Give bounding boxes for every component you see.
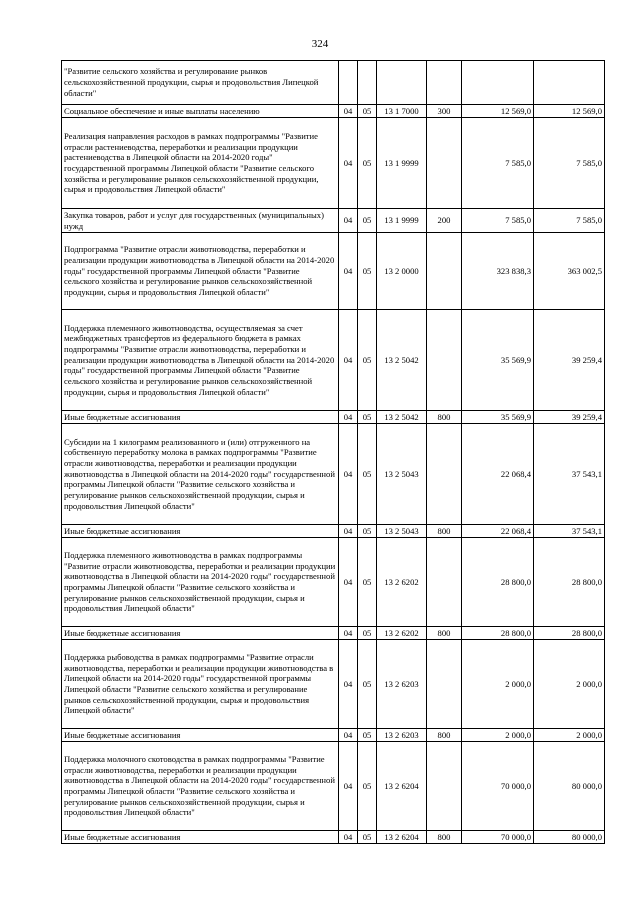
row-subsection: 05 bbox=[358, 729, 377, 742]
row-target bbox=[377, 61, 427, 105]
row-subsection: 05 bbox=[358, 424, 377, 525]
row-sum-2016: 28 800,0 bbox=[534, 627, 605, 640]
row-vid: 800 bbox=[427, 831, 462, 844]
row-sum-2015 bbox=[462, 61, 534, 105]
row-sum-2015: 22 068,4 bbox=[462, 525, 534, 538]
row-sum-2016: 39 259,4 bbox=[534, 310, 605, 411]
row-section: 04 bbox=[339, 729, 358, 742]
row-target: 13 2 0000 bbox=[377, 233, 427, 310]
row-target: 13 1 7000 bbox=[377, 105, 427, 118]
row-vid bbox=[427, 640, 462, 729]
table-row bbox=[62, 105, 605, 118]
row-section: 04 bbox=[339, 640, 358, 729]
row-sum-2015: 7 585,0 bbox=[462, 209, 534, 233]
row-vid bbox=[427, 61, 462, 105]
row-subsection bbox=[358, 61, 377, 105]
row-subsection: 05 bbox=[358, 627, 377, 640]
table-row bbox=[62, 61, 605, 105]
row-sum-2015: 2 000,0 bbox=[462, 729, 534, 742]
row-name: Подпрограмма "Развитие отрасли животноводства, переработки и реализации продукции животноводства в Липецкой области на 2014-2020 годы" государственной программы Липецкой области "Развитие сельского хозяйства и регулирование рынков сельскохозяйственной продукции, сырья и продовольствия Липецкой области" bbox=[62, 233, 339, 310]
row-sum-2015: 28 800,0 bbox=[462, 627, 534, 640]
row-section: 04 bbox=[339, 538, 358, 627]
row-sum-2015: 70 000,0 bbox=[462, 742, 534, 831]
row-target: 13 2 5042 bbox=[377, 411, 427, 424]
row-sum-2015: 12 569,0 bbox=[462, 105, 534, 118]
row-section: 04 bbox=[339, 209, 358, 233]
table-row bbox=[62, 538, 605, 627]
row-sum-2016: 28 800,0 bbox=[534, 538, 605, 627]
row-target: 13 2 6202 bbox=[377, 627, 427, 640]
row-target: 13 2 6204 bbox=[377, 831, 427, 844]
row-subsection: 05 bbox=[358, 831, 377, 844]
row-name: Социальное обеспечение и иные выплаты населению bbox=[62, 105, 339, 118]
row-section: 04 bbox=[339, 424, 358, 525]
row-sum-2015: 28 800,0 bbox=[462, 538, 534, 627]
row-sum-2015: 22 068,4 bbox=[462, 424, 534, 525]
row-target: 13 2 6203 bbox=[377, 729, 427, 742]
table-row bbox=[62, 640, 605, 729]
row-vid: 800 bbox=[427, 627, 462, 640]
row-sum-2016: 7 585,0 bbox=[534, 118, 605, 209]
table-row bbox=[62, 627, 605, 640]
table-row bbox=[62, 310, 605, 411]
row-target: 13 1 9999 bbox=[377, 209, 427, 233]
row-sum-2015: 2 000,0 bbox=[462, 640, 534, 729]
row-vid bbox=[427, 310, 462, 411]
page-number: 324 bbox=[311, 38, 329, 50]
row-target: 13 1 9999 bbox=[377, 118, 427, 209]
row-section: 04 bbox=[339, 525, 358, 538]
row-name: Поддержка племенного животноводства в рамках подпрограммы "Развитие отрасли животноводства, переработки и реализации продукции животноводства в Липецкой области на 2014-2020 годы" государственной программы Липецкой области "Развитие сельского хозяйства и регулирование рынков сельскохозяйственной продукции, сырья и продовольствия Липецкой области" bbox=[62, 538, 339, 627]
row-vid bbox=[427, 424, 462, 525]
table-row bbox=[62, 742, 605, 831]
row-name: Иные бюджетные ассигнования bbox=[62, 525, 339, 538]
row-subsection: 05 bbox=[358, 310, 377, 411]
row-section: 04 bbox=[339, 118, 358, 209]
row-name: Поддержка племенного животноводства, осуществляемая за счет межбюджетных трансфертов из федерального бюджета в рамках подпрограммы "Развитие отрасли животноводства, переработки и реализации продукции животноводства в Липецкой области на 2014-2020 годы" государственной программы Липецкой области "Развитие сельского хозяйства и регулирование рынков сельскохозяйственной продукции, сырья и продовольствия Липецкой области" bbox=[62, 310, 339, 411]
row-subsection: 05 bbox=[358, 640, 377, 729]
row-name: Поддержка рыбоводства в рамках подпрограммы "Развитие отрасли животноводства, переработки и реализации продукции животноводства в Липецкой области на 2014-2020 годы" государственной программы Липецкой области "Развитие сельского хозяйства и регулирование рынков сельскохозяйственной продукции, сырья и продовольствия Липецкой области" bbox=[62, 640, 339, 729]
row-section: 04 bbox=[339, 627, 358, 640]
row-subsection: 05 bbox=[358, 118, 377, 209]
row-name: Поддержка молочного скотоводства в рамках подпрограммы "Развитие отрасли животноводства, переработки и реализации продукции животноводства в Липецкой области на 2014-2020 годы" государственной программы Липецкой области "Развитие сельского хозяйства и регулирование рынков сельскохозяйственной продукции, сырья и продовольствия Липецкой области" bbox=[62, 742, 339, 831]
row-name: Субсидии на 1 килограмм реализованного и (или) отгруженного на собственную переработку молока в рамках подпрограммы "Развитие отрасли животноводства, переработки и реализации продукции животноводства в Липецкой области на 2014-2020 годы" государственной программы Липецкой области "Развитие сельского хозяйства и регулирование рынков сельскохозяйственной продукции, сырья и продовольствия Липецкой области" bbox=[62, 424, 339, 525]
row-section: 04 bbox=[339, 831, 358, 844]
table-row bbox=[62, 233, 605, 310]
table-row bbox=[62, 118, 605, 209]
row-subsection: 05 bbox=[358, 538, 377, 627]
row-section: 04 bbox=[339, 310, 358, 411]
row-target: 13 2 6203 bbox=[377, 640, 427, 729]
row-sum-2016: 80 000,0 bbox=[534, 831, 605, 844]
table-row bbox=[62, 209, 605, 233]
row-sum-2016: 7 585,0 bbox=[534, 209, 605, 233]
row-name: Иные бюджетные ассигнования bbox=[62, 831, 339, 844]
row-target: 13 2 6202 bbox=[377, 538, 427, 627]
row-subsection: 05 bbox=[358, 742, 377, 831]
row-vid bbox=[427, 742, 462, 831]
row-vid: 300 bbox=[427, 105, 462, 118]
row-sum-2016: 39 259,4 bbox=[534, 411, 605, 424]
row-subsection: 05 bbox=[358, 209, 377, 233]
row-vid bbox=[427, 118, 462, 209]
row-sum-2015: 323 838,3 bbox=[462, 233, 534, 310]
row-subsection: 05 bbox=[358, 233, 377, 310]
row-name: Реализация направления расходов в рамках подпрограммы "Развитие отрасли растениеводства, переработки и реализации продукции растениеводства в Липецкой области на 2014-2020 годы" государственной программы Липецкой области "Развитие сельского хозяйства и регулирование рынков сельскохозяйственной продукции, сырья и продовольствия Липецкой области" bbox=[62, 118, 339, 209]
table-row bbox=[62, 525, 605, 538]
row-vid: 800 bbox=[427, 729, 462, 742]
row-sum-2016 bbox=[534, 61, 605, 105]
table-row bbox=[62, 729, 605, 742]
row-section bbox=[339, 61, 358, 105]
row-vid bbox=[427, 233, 462, 310]
row-sum-2016: 80 000,0 bbox=[534, 742, 605, 831]
row-name: Иные бюджетные ассигнования bbox=[62, 729, 339, 742]
row-target: 13 2 5043 bbox=[377, 424, 427, 525]
row-name: Иные бюджетные ассигнования bbox=[62, 411, 339, 424]
row-name: Закупка товаров, работ и услуг для государственных (муниципальных) нужд bbox=[62, 209, 339, 233]
row-section: 04 bbox=[339, 105, 358, 118]
row-name: Иные бюджетные ассигнования bbox=[62, 627, 339, 640]
row-sum-2016: 363 002,5 bbox=[534, 233, 605, 310]
row-sum-2015: 35 569,9 bbox=[462, 310, 534, 411]
row-name: "Развитие сельского хозяйства и регулирование рынков сельскохозяйственной продукции, сырья и продовольствия Липецкой области" bbox=[62, 61, 339, 105]
budget-table bbox=[61, 60, 605, 844]
row-subsection: 05 bbox=[358, 411, 377, 424]
row-vid: 800 bbox=[427, 525, 462, 538]
row-sum-2016: 2 000,0 bbox=[534, 729, 605, 742]
row-sum-2015: 70 000,0 bbox=[462, 831, 534, 844]
row-vid: 200 bbox=[427, 209, 462, 233]
table-row bbox=[62, 411, 605, 424]
table-row bbox=[62, 831, 605, 844]
row-sum-2015: 7 585,0 bbox=[462, 118, 534, 209]
row-target: 13 2 6204 bbox=[377, 742, 427, 831]
row-subsection: 05 bbox=[358, 525, 377, 538]
row-sum-2016: 12 569,0 bbox=[534, 105, 605, 118]
row-target: 13 2 5043 bbox=[377, 525, 427, 538]
row-subsection: 05 bbox=[358, 105, 377, 118]
row-target: 13 2 5042 bbox=[377, 310, 427, 411]
row-vid: 800 bbox=[427, 411, 462, 424]
row-sum-2015: 35 569,9 bbox=[462, 411, 534, 424]
row-sum-2016: 37 543,1 bbox=[534, 424, 605, 525]
row-section: 04 bbox=[339, 233, 358, 310]
row-vid bbox=[427, 538, 462, 627]
row-sum-2016: 37 543,1 bbox=[534, 525, 605, 538]
row-sum-2016: 2 000,0 bbox=[534, 640, 605, 729]
table-row bbox=[62, 424, 605, 525]
row-section: 04 bbox=[339, 411, 358, 424]
row-section: 04 bbox=[339, 742, 358, 831]
